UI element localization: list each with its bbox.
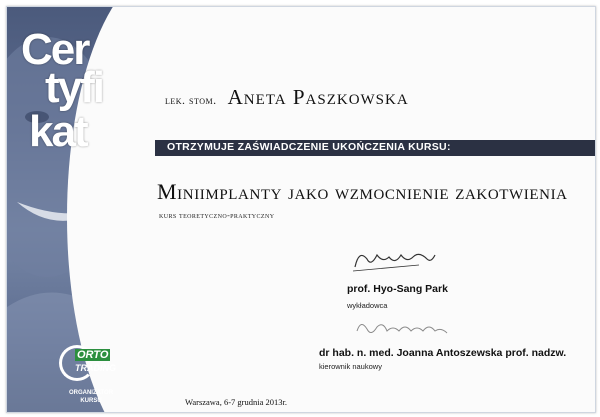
heading-tyfi: tyfi <box>45 63 103 112</box>
course-title: Miniimplanty jako wzmocnienie zakotwienia <box>157 179 568 204</box>
banner-text: OTRZYMUJE ZAŚWIADCZENIE UKOŃCZENIA KURSU: <box>167 141 451 153</box>
logo-word-orto: ORTO <box>77 349 109 361</box>
course-type: kurs teoretyczno-praktyczny <box>159 211 275 220</box>
heading-cer: Cer <box>21 25 89 74</box>
signature-1 <box>349 245 439 275</box>
place-date: Warszawa, 6-7 grudnia 2013r. <box>185 397 287 407</box>
recipient-line <box>165 85 409 110</box>
recipient-prefix: lek. stom. <box>165 93 217 107</box>
signature-2 <box>353 313 453 343</box>
orto-trading-logo <box>55 343 125 407</box>
signatory-2-role: kierownik naukowy <box>319 362 382 371</box>
award-banner <box>155 140 595 156</box>
recipient-name: Aneta Paszkowska <box>227 85 409 109</box>
certificate-page <box>6 6 596 413</box>
heading-kat: kat <box>29 107 87 156</box>
signatory-1-role: wykładowca <box>347 301 388 310</box>
signatory-2-name: dr hab. n. med. Joanna Antoszewska prof. nadzw. <box>319 347 567 359</box>
photo-panel <box>7 7 135 412</box>
logo-caption: ORGANIZATOR KURSU <box>68 390 114 404</box>
logo-word-trading: TRADING <box>75 363 116 373</box>
signatory-1-name: prof. Hyo-Sang Park <box>347 283 448 295</box>
